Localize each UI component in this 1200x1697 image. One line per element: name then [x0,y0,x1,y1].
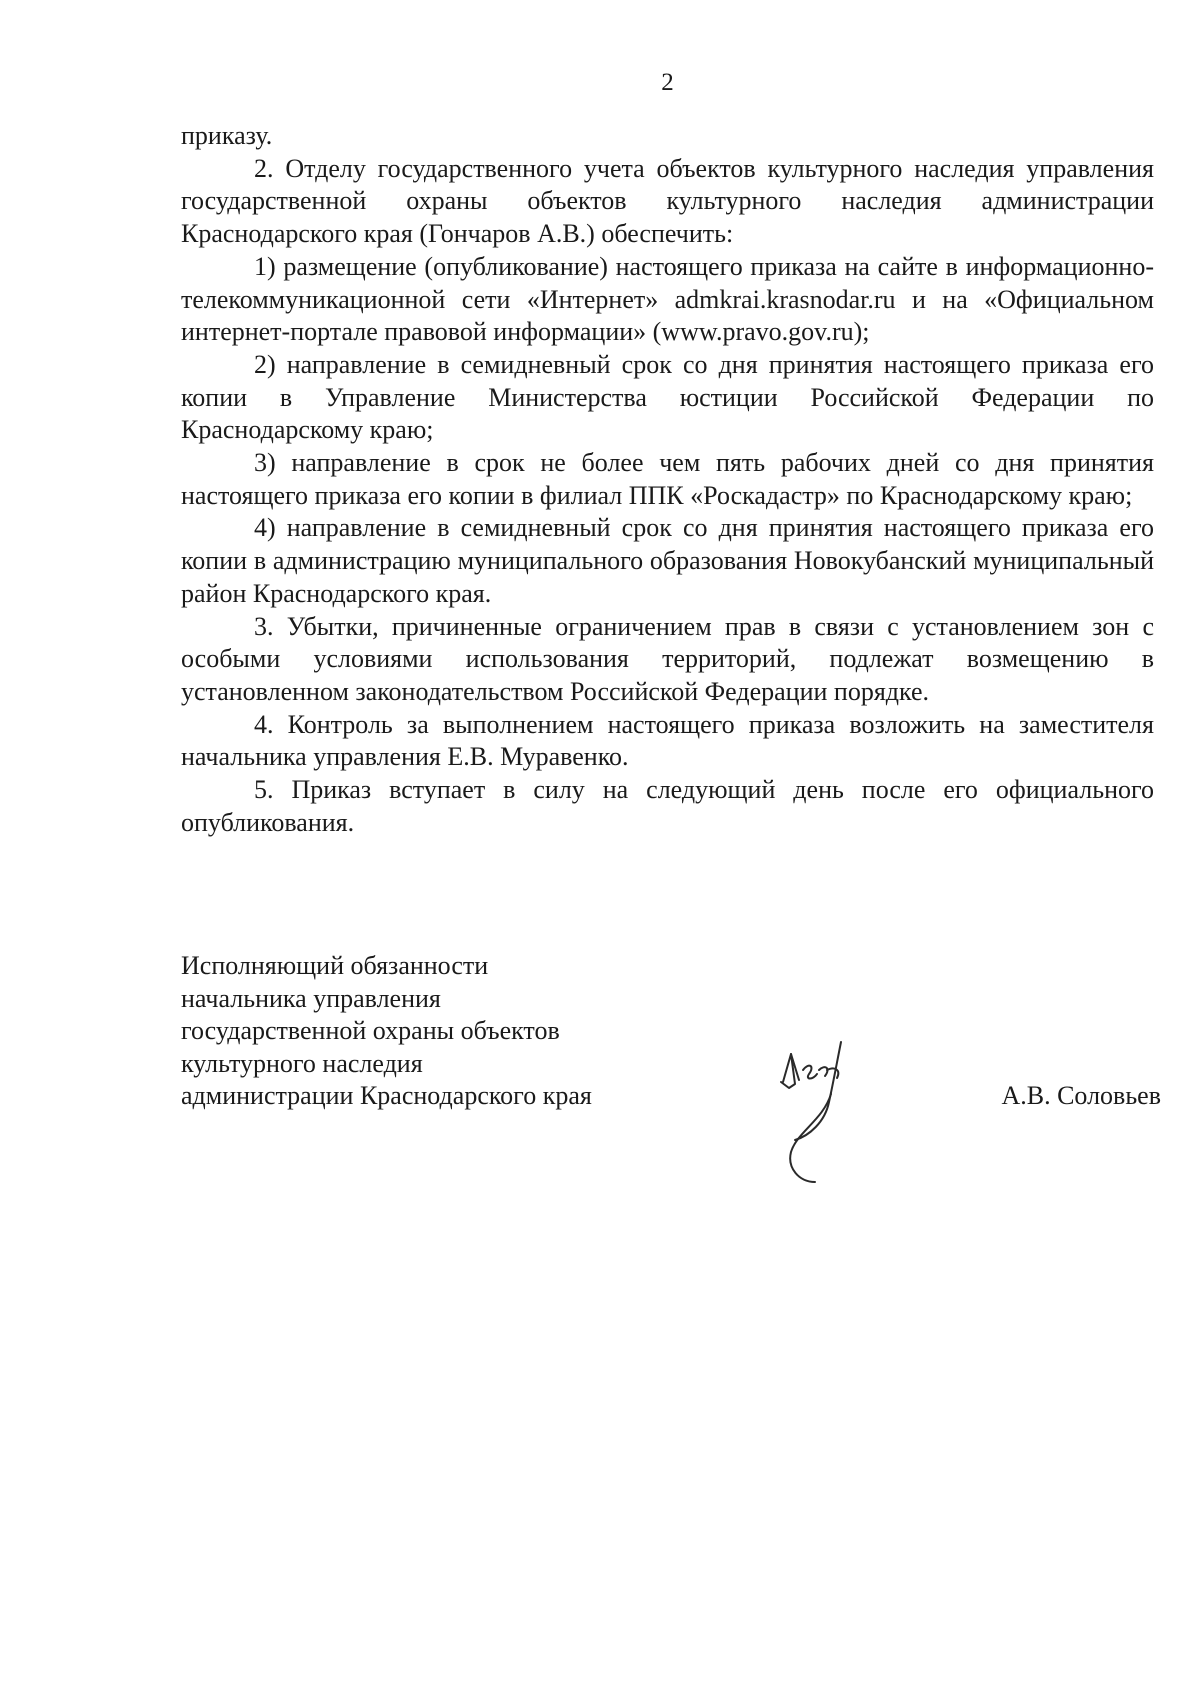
paragraph-item-5: 5. Приказ вступает в силу на следующий день после его официального опубликования. [181,775,1154,837]
document-body [181,120,1154,839]
signatory-title-line: начальника управления [181,983,441,1013]
signatory-title-line: Исполняющий обязанности [181,951,489,980]
signature-block [181,950,1161,1210]
paragraph-subitem-2: 2) направление в семидневный срок со дня принятия настоящего приказа его копии в Управление Министерства юстиции Российской Федерации по Краснодарскому краю; [181,349,1154,445]
paragraph-item-2: 2. Отделу государственного учета объектов культурного наследия управления государственной охраны объектов культурного наследия администрации Краснодарского края (Гончаров А.В.) обеспечить: [181,153,1154,249]
signatory-title-line: администрации Краснодарского края [181,1081,592,1110]
paragraph-continuation: приказу. [181,121,273,150]
paragraph-item-4: 4. Контроль за выполнением настоящего приказа возложить на заместителя начальника управления Е.В. Муравенко. [181,709,1154,772]
page-number: 2 [661,69,674,96]
signatory-name: А.В. Соловьев [1001,1081,1161,1110]
paragraph-subitem-4: 4) направление в семидневный срок со дня принятия настоящего приказа его копии в администрацию муниципального образования Новокубанский муниципальный район Краснодарского края. [181,513,1154,608]
paragraph-subitem-3: 3) направление в срок не более чем пять рабочих дней со дня принятия настоящего приказа его копии в филиал ППК «Роскадастр» по Краснодарскому краю; [181,448,1154,510]
signatory-title-line: государственной охраны объектов [181,1016,560,1045]
paragraph-subitem-1: 1) размещение (опубликование) настоящего приказа на сайте в информационно-телекоммуникационной сети «Интернет» admkrai.krasnodar.ru и на «Официальном интернет-портале правовой информации» (www.pravo.gov.ru); [181,251,1154,347]
signatory-title [181,950,741,1113]
paragraph-item-3: 3. Убытки, причиненные ограничением прав в связи с установлением зон с особыми условиями использования территорий, подлежат возмещению в установленном законодательством Российской Федерации порядке. [181,611,1154,706]
handwritten-signature [769,1036,879,1186]
signatory-title-line: культурного наследия [181,1048,423,1078]
